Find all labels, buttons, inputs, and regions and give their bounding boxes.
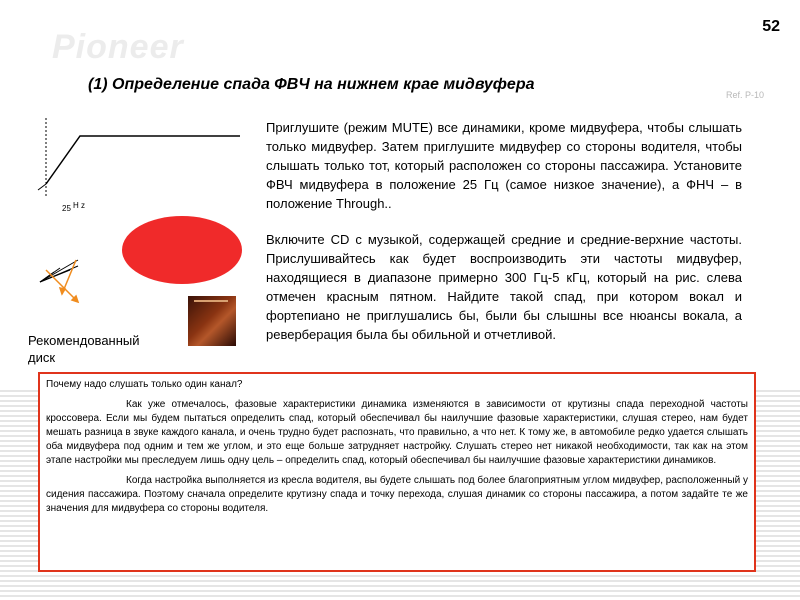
- frequency-unit: H z: [73, 201, 85, 210]
- note-paragraph-1: Как уже отмечалось, фазовые характеристики динамика изменяются в зависимости от крутизны спада переходной частоты кроссовера. Если мы будем пытаться определить спад, который обеспечивал бы наилучшие фазовые характеристики, слушая стерео, нам будет мешать разница в звуке каждого канала, и очень трудно будет распознать, что правильно, а что нет. К тому же, в автомобиле редко удается слышать оба мидвуфера под одним и тем же углом, и это еще больше затрудняет настройку. Слушать стерео нет никакой необходимости, так как на этом этапе настройки мы преследуем лишь одну цель – определить спад, который обеспечивал бы наилучшие фазовые характеристики динамиков.: [46, 399, 748, 466]
- pioneer-logo: Pioneer: [52, 28, 184, 66]
- crossover-diagram: [30, 110, 250, 310]
- page-number: 52: [762, 18, 780, 35]
- frequency-label: 25: [62, 204, 71, 213]
- instruction-paragraph-2: Включите CD с музыкой, содержащей средние и средние-верхние частоты. Прислушивайтесь как будет воспроизводить эти частоты мидвуфер, находящиеся в диапазоне примерно 300 Гц-5 кГц, который на рис. слева отмечен красным пятном. Найдите такой спад, при котором вокал и фортепиано не приглушались бы, были бы слышны все нюансы вокала, а реверберация была бы обильной и отчетливой.: [266, 232, 742, 342]
- orange-arrows-icon: [46, 260, 78, 302]
- reference-code: Ref. P-10: [725, 90, 764, 100]
- speaker-dispersion-lines: [40, 260, 78, 282]
- main-instructions: [266, 118, 742, 361]
- page-title: (1) Определение спада ФВЧ на нижнем крае мидвуфера: [88, 76, 535, 93]
- response-slope-extension: [38, 184, 46, 190]
- note-box: [38, 372, 756, 572]
- note-paragraph-2: Когда настройка выполняется из кресла водителя, вы будете слышать под более благоприятным углом мидвуфер, расположенный у сидения пассажира. Поэтому сначала определите крутизну спада и точку перехода, слушая динамик со стороны пассажира, а потом задайте те же значения для мидвуфера со стороны водителя.: [46, 475, 748, 514]
- filter-response-curve: [46, 136, 240, 184]
- frequency-range-spot: [122, 216, 242, 284]
- recommended-disc-image: [188, 296, 236, 346]
- instruction-paragraph-1: Приглушите (режим MUTE) все динамики, кроме мидвуфера, чтобы слышать только мидвуфер. Затем приглушите мидвуфер со стороны водителя, чтобы слышать только тот, который расположен со стороны пассажира. Установите ФВЧ мидвуфера в положение 25 Гц (самое низкое значение), а ФНЧ – в положение Through..: [266, 120, 742, 211]
- note-question: Почему надо слушать только один канал?: [46, 379, 243, 390]
- recommended-disc-label: Рекомендованный диск: [28, 333, 140, 365]
